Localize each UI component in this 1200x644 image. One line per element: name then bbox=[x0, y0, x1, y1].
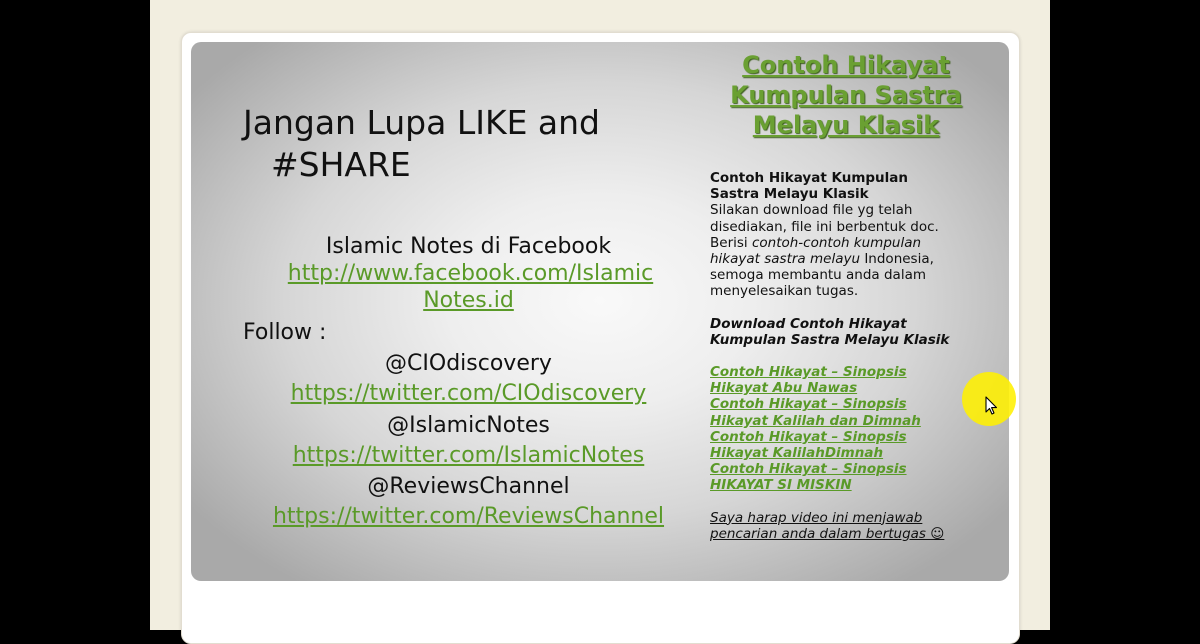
desc-italic: contoh-contoh kumpulan bbox=[751, 234, 922, 251]
mouse-cursor-icon bbox=[985, 396, 999, 416]
hikayat-link[interactable]: Contoh Hikayat – Sinopsis bbox=[710, 461, 907, 478]
sidebar-intro-line: Sastra Melayu Klasik bbox=[710, 186, 869, 203]
desc-suffix: Indonesia, bbox=[860, 251, 934, 268]
twitter-handle-cio: @CIOdiscovery bbox=[385, 351, 552, 376]
desc-prefix: Berisi bbox=[710, 234, 752, 251]
closing-line: Saya harap video ini menjawab bbox=[710, 509, 923, 526]
hikayat-link[interactable]: Hikayat Kalilah dan Dimnah bbox=[710, 412, 921, 429]
hikayat-link[interactable]: Contoh Hikayat – Sinopsis bbox=[710, 364, 907, 381]
sidebar-desc-line: disediakan, file ini berbentuk doc. bbox=[710, 218, 939, 235]
hikayat-link[interactable]: Contoh Hikayat – Sinopsis bbox=[710, 428, 907, 445]
download-heading-line: Kumpulan Sastra Melayu Klasik bbox=[710, 331, 950, 348]
sidebar-body bbox=[710, 170, 1000, 542]
download-heading-line: Download Contoh Hikayat bbox=[710, 315, 907, 332]
sidebar-desc-line: semoga membantu anda dalam bbox=[710, 267, 927, 284]
slide-heading-line2: #SHARE bbox=[271, 145, 411, 184]
facebook-url-line2[interactable]: Notes.id bbox=[423, 288, 514, 313]
sidebar-title[interactable] bbox=[701, 50, 991, 140]
sidebar-desc-line bbox=[710, 251, 1000, 267]
facebook-url-line1[interactable]: http://www.facebook.com/Islamic bbox=[287, 261, 654, 286]
hikayat-link[interactable]: Hikayat Abu Nawas bbox=[710, 380, 858, 397]
closing-line: pencarian anda dalam bertugas ☺ bbox=[710, 525, 945, 542]
sidebar-desc-line: Silakan download file yg telah bbox=[710, 202, 913, 219]
twitter-link-reviews[interactable]: https://twitter.com/ReviewsChannel bbox=[272, 504, 665, 529]
sidebar-title-line[interactable]: Kumpulan Sastra bbox=[730, 81, 962, 109]
hikayat-link[interactable]: HIKAYAT SI MISKIN bbox=[710, 477, 852, 494]
follow-label: Follow : bbox=[243, 320, 327, 345]
sidebar-desc-line bbox=[710, 235, 1000, 251]
video-frame bbox=[150, 0, 1050, 630]
sidebar-title-line[interactable]: Contoh Hikayat bbox=[742, 51, 950, 79]
twitter-handle-islamicnotes: @IslamicNotes bbox=[387, 413, 550, 438]
facebook-label: Islamic Notes di Facebook bbox=[325, 234, 612, 259]
sidebar-title-line[interactable]: Melayu Klasik bbox=[752, 111, 940, 139]
sidebar-desc-line: menyelesaikan tugas. bbox=[710, 283, 859, 300]
sidebar-intro-line: Contoh Hikayat Kumpulan bbox=[710, 170, 909, 186]
twitter-link-cio[interactable]: https://twitter.com/CIOdiscovery bbox=[290, 381, 647, 406]
hikayat-link[interactable]: Contoh Hikayat – Sinopsis bbox=[710, 396, 907, 413]
slide bbox=[191, 42, 1009, 581]
slide-heading-line1: Jangan Lupa LIKE and bbox=[243, 103, 601, 142]
hikayat-link[interactable]: Hikayat KalilahDimnah bbox=[710, 445, 884, 462]
desc-italic: hikayat sastra melayu bbox=[710, 251, 861, 268]
twitter-handle-reviews: @ReviewsChannel bbox=[367, 474, 570, 499]
twitter-link-islamicnotes[interactable]: https://twitter.com/IslamicNotes bbox=[292, 443, 645, 468]
